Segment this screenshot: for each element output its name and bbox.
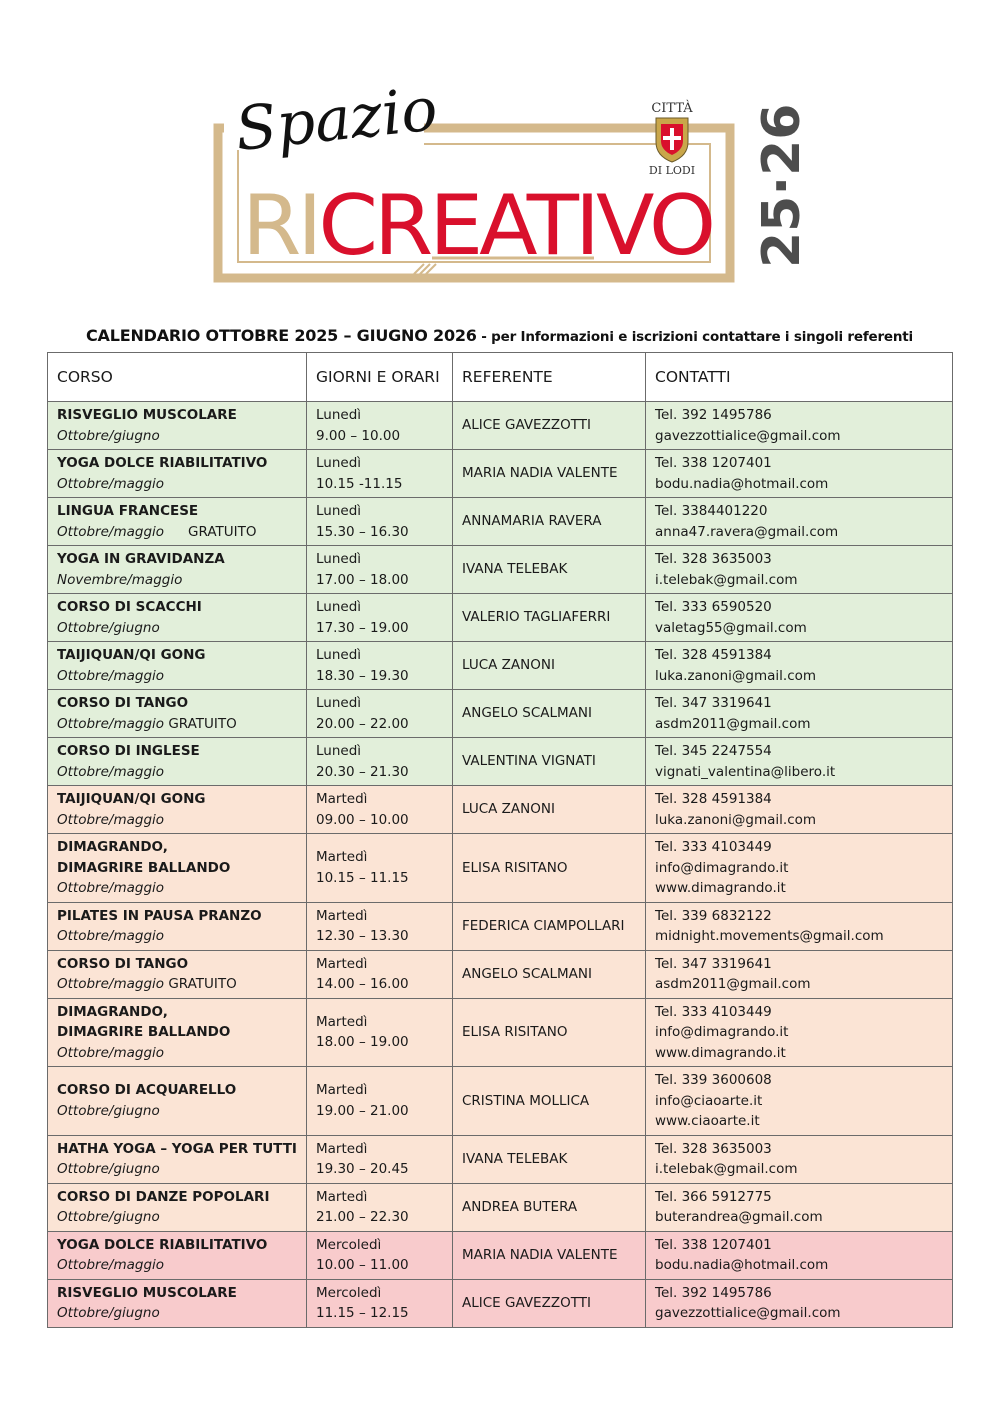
contact-phone: Tel. 328 3635003 bbox=[655, 551, 772, 567]
course-period: Ottobre/maggio bbox=[57, 811, 165, 828]
schedule-cell bbox=[307, 738, 453, 786]
course-period: Ottobre/maggio bbox=[57, 928, 165, 944]
course-name: YOGA DOLCE RIABILITATIVO bbox=[57, 455, 268, 471]
schedule-time: 21.00 – 22.30 bbox=[316, 1209, 409, 1225]
course-name: CORSO DI TANGO bbox=[57, 955, 189, 972]
contact-email[interactable]: info@ciaoarte.it bbox=[655, 1092, 763, 1109]
course-name: RISVEGLIO MUSCOLARE bbox=[57, 407, 237, 423]
contact-email[interactable]: anna47.ravera@gmail.com bbox=[655, 523, 839, 540]
course-name: CORSO DI SCACCHI bbox=[57, 599, 202, 615]
contact-website[interactable]: www.ciaoarte.it bbox=[655, 1113, 760, 1129]
course-period: Ottobre/giugno bbox=[57, 1305, 160, 1321]
table-body bbox=[48, 402, 953, 1328]
contact-phone: Tel. 333 4103449 bbox=[655, 1003, 772, 1020]
schedule-day: Mercoledì bbox=[316, 1236, 382, 1253]
contact-email[interactable]: gavezzottialice@gmail.com bbox=[655, 427, 841, 444]
table-row bbox=[48, 642, 953, 690]
schedule-time: 09.00 – 10.00 bbox=[316, 811, 409, 828]
contact-email[interactable]: luka.zanoni@gmail.com bbox=[655, 667, 817, 684]
course-cell bbox=[48, 1135, 307, 1183]
header-days-times: GIORNI E ORARI bbox=[307, 353, 453, 402]
schedule-day: Martedì bbox=[316, 1140, 368, 1157]
table-row bbox=[48, 546, 953, 594]
schedule-time: 10.15 – 11.15 bbox=[316, 869, 409, 886]
table-row bbox=[48, 498, 953, 546]
schedule-day: Mercoledì bbox=[316, 1284, 382, 1301]
contacts-cell bbox=[646, 642, 953, 690]
contacts-cell bbox=[646, 690, 953, 738]
table-row bbox=[48, 450, 953, 498]
schedule-time: 19.30 – 20.45 bbox=[316, 1161, 409, 1177]
contact-phone: Tel. 328 4591384 bbox=[655, 791, 772, 807]
schedule-cell bbox=[307, 902, 453, 950]
contact-email[interactable]: i.telebak@gmail.com bbox=[655, 1161, 798, 1177]
schedule-time: 17.00 – 18.00 bbox=[316, 571, 409, 588]
schedule-cell bbox=[307, 1135, 453, 1183]
schedule-cell bbox=[307, 1183, 453, 1231]
header-course: CORSO bbox=[48, 353, 307, 402]
referent-cell: ELISA RISITANO bbox=[453, 834, 646, 903]
contact-email[interactable]: info@dimagrando.it bbox=[655, 859, 789, 876]
schedule-time: 17.30 – 19.00 bbox=[316, 619, 409, 636]
course-name: LINGUA FRANCESE bbox=[57, 503, 199, 519]
course-period: Ottobre/maggio bbox=[57, 1044, 165, 1061]
schedule-time: 15.30 – 16.30 bbox=[316, 523, 409, 540]
schedule-day: Lunedì bbox=[316, 551, 362, 567]
course-period: Novembre/maggio bbox=[57, 571, 183, 588]
schedule-cell bbox=[307, 834, 453, 903]
course-cell bbox=[48, 1231, 307, 1279]
course-cell bbox=[48, 402, 307, 450]
schedule-time: 20.00 – 22.00 bbox=[316, 715, 409, 732]
referent-cell: IVANA TELEBAK bbox=[453, 1135, 646, 1183]
table-header-row bbox=[48, 353, 953, 402]
contacts-cell bbox=[646, 1183, 953, 1231]
contacts-cell bbox=[646, 1135, 953, 1183]
course-cell bbox=[48, 498, 307, 546]
course-cell bbox=[48, 594, 307, 642]
logo-script-text: Spazio bbox=[232, 74, 441, 165]
contacts-cell bbox=[646, 998, 953, 1067]
calendar-subtitle: - per Informazioni e iscrizioni contattare i singoli referenti bbox=[476, 329, 913, 345]
referent-cell: LUCA ZANONI bbox=[453, 786, 646, 834]
contact-phone: Tel. 333 6590520 bbox=[655, 599, 772, 615]
table-row bbox=[48, 402, 953, 450]
schedule-day: Martedì bbox=[316, 907, 368, 924]
contact-website[interactable]: www.dimagrando.it bbox=[655, 1044, 786, 1061]
contact-email[interactable]: bodu.nadia@hotmail.com bbox=[655, 475, 829, 492]
course-period: Ottobre/maggio bbox=[57, 976, 165, 992]
contacts-cell bbox=[646, 786, 953, 834]
contact-email[interactable]: asdm2011@gmail.com bbox=[655, 715, 811, 732]
table-row bbox=[48, 786, 953, 834]
course-name: DIMAGRIRE BALLANDO bbox=[57, 1024, 231, 1040]
schedule-time: 11.15 – 12.15 bbox=[316, 1305, 409, 1321]
referent-cell: ANGELO SCALMANI bbox=[453, 950, 646, 998]
table-row bbox=[48, 834, 953, 903]
header-contacts: CONTATTI bbox=[646, 353, 953, 402]
city-crest bbox=[649, 100, 695, 177]
contact-phone: Tel. 339 3600608 bbox=[655, 1072, 772, 1088]
contact-phone: Tel. 347 3319641 bbox=[655, 955, 772, 972]
referent-cell: MARIA NADIA VALENTE bbox=[453, 1231, 646, 1279]
spazio-ricreativo-logo bbox=[214, 74, 812, 288]
table-row bbox=[48, 1183, 953, 1231]
table-row bbox=[48, 1279, 953, 1327]
contacts-cell bbox=[646, 498, 953, 546]
course-free-badge: GRATUITO bbox=[168, 976, 237, 992]
course-period: Ottobre/maggio bbox=[57, 523, 165, 540]
referent-cell: LUCA ZANONI bbox=[453, 642, 646, 690]
table-row bbox=[48, 902, 953, 950]
course-period: Ottobre/giugno bbox=[57, 427, 160, 444]
course-free-badge: GRATUITO bbox=[168, 715, 237, 732]
contacts-cell bbox=[646, 1279, 953, 1327]
schedule-cell bbox=[307, 402, 453, 450]
course-name: DIMAGRIRE BALLANDO bbox=[57, 859, 231, 876]
contact-email[interactable]: luka.zanoni@gmail.com bbox=[655, 811, 817, 828]
contacts-cell bbox=[646, 1231, 953, 1279]
course-name: PILATES IN PAUSA PRANZO bbox=[57, 907, 262, 924]
referent-cell: ALICE GAVEZZOTTI bbox=[453, 1279, 646, 1327]
referent-cell: FEDERICA CIAMPOLLARI bbox=[453, 902, 646, 950]
course-name: DIMAGRANDO, bbox=[57, 839, 168, 855]
contact-email[interactable]: i.telebak@gmail.com bbox=[655, 571, 798, 588]
logo-word-rest: CREATIVO bbox=[318, 177, 701, 274]
contact-phone: Tel. 347 3319641 bbox=[655, 695, 772, 711]
course-calendar-table bbox=[47, 352, 953, 1328]
city-label-bottom: DI LODI bbox=[648, 164, 696, 177]
contact-phone: Tel. 345 2247554 bbox=[655, 743, 772, 759]
contacts-cell bbox=[646, 546, 953, 594]
header-referent: REFERENTE bbox=[453, 353, 646, 402]
referent-cell: IVANA TELEBAK bbox=[453, 546, 646, 594]
schedule-time: 9.00 – 10.00 bbox=[316, 427, 401, 444]
contact-phone: Tel. 339 6832122 bbox=[655, 907, 772, 924]
table-row bbox=[48, 738, 953, 786]
course-name: RISVEGLIO MUSCOLARE bbox=[57, 1284, 237, 1301]
schedule-day: Martedì bbox=[316, 955, 368, 972]
schedule-cell bbox=[307, 546, 453, 594]
schedule-day: Lunedì bbox=[316, 743, 362, 759]
city-label-top: CITTÀ bbox=[651, 101, 693, 116]
course-name: CORSO DI DANZE POPOLARI bbox=[57, 1188, 270, 1205]
calendar-title: CALENDARIO OTTOBRE 2025 – GIUGNO 2026 bbox=[86, 326, 477, 345]
contacts-cell bbox=[646, 950, 953, 998]
table-row bbox=[48, 998, 953, 1067]
contacts-cell bbox=[646, 902, 953, 950]
referent-cell: CRISTINA MOLLICA bbox=[453, 1067, 646, 1136]
schedule-day: Lunedì bbox=[316, 599, 362, 615]
schedule-day: Martedì bbox=[316, 849, 368, 866]
schedule-time: 20.30 – 21.30 bbox=[316, 763, 409, 780]
course-free-badge: GRATUITO bbox=[188, 523, 257, 540]
course-period: Ottobre/giugno bbox=[57, 619, 160, 636]
schedule-day: Lunedì bbox=[316, 407, 362, 423]
course-cell bbox=[48, 1067, 307, 1136]
schedule-day: Lunedì bbox=[316, 647, 362, 663]
course-name: HATHA YOGA – YOGA PER TUTTI bbox=[57, 1140, 297, 1157]
schedule-time: 10.00 – 11.00 bbox=[316, 1257, 409, 1273]
contacts-cell bbox=[646, 834, 953, 903]
course-period: Ottobre/maggio bbox=[57, 715, 165, 732]
schedule-cell bbox=[307, 498, 453, 546]
schedule-cell bbox=[307, 690, 453, 738]
course-cell bbox=[48, 546, 307, 594]
schedule-time: 12.30 – 13.30 bbox=[316, 928, 409, 944]
schedule-cell bbox=[307, 642, 453, 690]
referent-cell: ANDREA BUTERA bbox=[453, 1183, 646, 1231]
schedule-time: 10.15 -11.15 bbox=[316, 475, 403, 492]
referent-cell: ANNAMARIA RAVERA bbox=[453, 498, 646, 546]
schedule-time: 18.00 – 19.00 bbox=[316, 1034, 409, 1051]
course-period: Ottobre/maggio bbox=[57, 880, 165, 896]
contact-phone: Tel. 392 1495786 bbox=[655, 407, 772, 423]
course-cell bbox=[48, 450, 307, 498]
table-row bbox=[48, 1067, 953, 1136]
referent-cell: VALENTINA VIGNATI bbox=[453, 738, 646, 786]
schedule-cell bbox=[307, 1279, 453, 1327]
contact-phone: Tel. 392 1495786 bbox=[655, 1284, 772, 1301]
calendar-heading bbox=[47, 326, 952, 345]
contact-phone: Tel. 338 1207401 bbox=[655, 455, 772, 471]
contacts-cell bbox=[646, 738, 953, 786]
contacts-cell bbox=[646, 594, 953, 642]
contact-email[interactable]: asdm2011@gmail.com bbox=[655, 976, 811, 992]
referent-cell: ELISA RISITANO bbox=[453, 998, 646, 1067]
contact-email[interactable]: vignati_valentina@libero.it bbox=[655, 763, 836, 780]
schedule-cell bbox=[307, 1231, 453, 1279]
course-cell bbox=[48, 834, 307, 903]
table-row bbox=[48, 950, 953, 998]
course-cell bbox=[48, 738, 307, 786]
schedule-cell bbox=[307, 594, 453, 642]
course-period: Ottobre/giugno bbox=[57, 1102, 160, 1119]
schedule-time: 19.00 – 21.00 bbox=[316, 1102, 409, 1119]
schedule-day: Martedì bbox=[316, 1082, 368, 1099]
contact-email[interactable]: gavezzottialice@gmail.com bbox=[655, 1305, 841, 1321]
schedule-time: 18.30 – 19.30 bbox=[316, 667, 409, 684]
contacts-cell bbox=[646, 450, 953, 498]
course-name: YOGA IN GRAVIDANZA bbox=[57, 551, 225, 567]
schedule-cell bbox=[307, 450, 453, 498]
course-cell bbox=[48, 950, 307, 998]
course-name: CORSO DI TANGO bbox=[57, 695, 189, 711]
schedule-day: Martedì bbox=[316, 1013, 368, 1030]
course-name: DIMAGRANDO, bbox=[57, 1003, 168, 1020]
contact-email[interactable]: buterandrea@gmail.com bbox=[655, 1209, 823, 1225]
table-row bbox=[48, 690, 953, 738]
logo-main-word bbox=[242, 177, 712, 274]
course-period: Ottobre/giugno bbox=[57, 1209, 160, 1225]
course-period: Ottobre/maggio bbox=[57, 1257, 165, 1273]
schedule-day: Lunedì bbox=[316, 455, 362, 471]
schedule-cell bbox=[307, 1067, 453, 1136]
referent-cell: ANGELO SCALMANI bbox=[453, 690, 646, 738]
contact-phone: Tel. 366 5912775 bbox=[655, 1188, 772, 1205]
contact-website[interactable]: www.dimagrando.it bbox=[655, 880, 786, 896]
course-period: Ottobre/maggio bbox=[57, 763, 165, 780]
schedule-time: 14.00 – 16.00 bbox=[316, 976, 409, 992]
contact-phone: Tel. 328 3635003 bbox=[655, 1140, 772, 1157]
schedule-cell bbox=[307, 786, 453, 834]
referent-cell: VALERIO TAGLIAFERRI bbox=[453, 594, 646, 642]
course-name: CORSO DI INGLESE bbox=[57, 743, 200, 759]
course-name: CORSO DI ACQUARELLO bbox=[57, 1082, 237, 1099]
contact-email[interactable]: valetag55@gmail.com bbox=[655, 619, 807, 636]
logo-word-prefix: RI bbox=[242, 177, 317, 274]
course-cell bbox=[48, 1183, 307, 1231]
schedule-day: Lunedì bbox=[316, 695, 362, 711]
referent-cell: MARIA NADIA VALENTE bbox=[453, 450, 646, 498]
contact-phone: Tel. 333 4103449 bbox=[655, 839, 772, 855]
schedule-day: Martedì bbox=[316, 791, 368, 807]
contact-email[interactable]: info@dimagrando.it bbox=[655, 1024, 789, 1040]
contact-email[interactable]: bodu.nadia@hotmail.com bbox=[655, 1257, 829, 1273]
course-period: Ottobre/maggio bbox=[57, 667, 165, 684]
course-cell bbox=[48, 998, 307, 1067]
contact-email[interactable]: midnight.movements@gmail.com bbox=[655, 928, 884, 944]
table-row bbox=[48, 1231, 953, 1279]
logo-year-label: 25·26 bbox=[752, 103, 812, 268]
contact-phone: Tel. 338 1207401 bbox=[655, 1236, 772, 1253]
contacts-cell bbox=[646, 402, 953, 450]
contacts-cell bbox=[646, 1067, 953, 1136]
course-name: YOGA DOLCE RIABILITATIVO bbox=[57, 1236, 268, 1253]
course-cell bbox=[48, 786, 307, 834]
schedule-cell bbox=[307, 998, 453, 1067]
contact-phone: Tel. 328 4591384 bbox=[655, 647, 772, 663]
schedule-cell bbox=[307, 950, 453, 998]
table-row bbox=[48, 1135, 953, 1183]
schedule-day: Martedì bbox=[316, 1188, 368, 1205]
course-name: TAIJIQUAN/QI GONG bbox=[57, 791, 206, 807]
table-row bbox=[48, 594, 953, 642]
course-period: Ottobre/giugno bbox=[57, 1161, 160, 1177]
course-period: Ottobre/maggio bbox=[57, 475, 165, 492]
course-cell bbox=[48, 690, 307, 738]
contact-phone: Tel. 3384401220 bbox=[655, 503, 768, 519]
referent-cell: ALICE GAVEZZOTTI bbox=[453, 402, 646, 450]
schedule-day: Lunedì bbox=[316, 503, 362, 519]
course-cell bbox=[48, 642, 307, 690]
course-cell bbox=[48, 1279, 307, 1327]
course-cell bbox=[48, 902, 307, 950]
course-name: TAIJIQUAN/QI GONG bbox=[57, 647, 206, 663]
